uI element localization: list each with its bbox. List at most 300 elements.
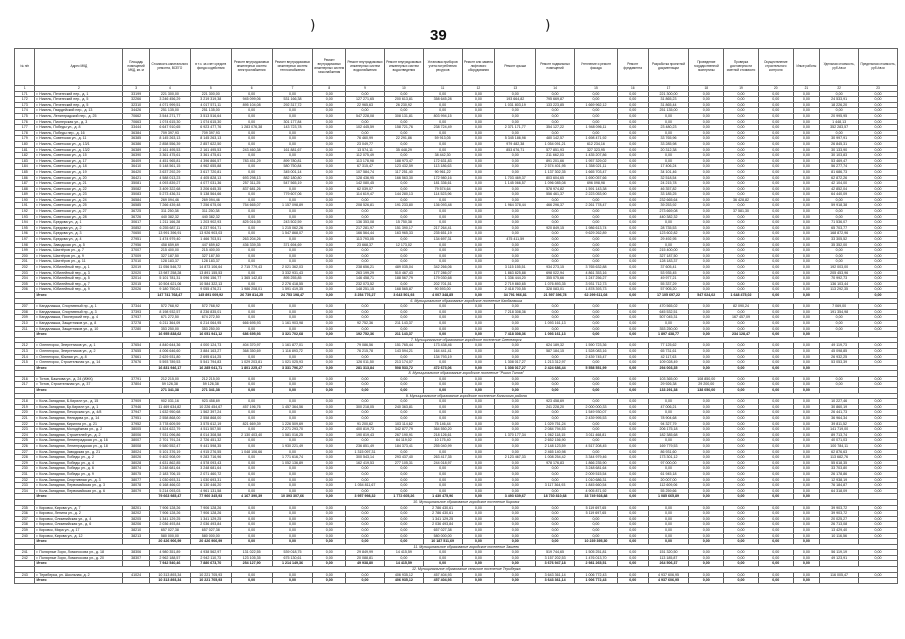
table-cell: 7 880 673,70 — [190, 561, 231, 567]
table-cell: 0,00 — [758, 281, 793, 287]
table-cell: 0,00 — [462, 494, 495, 500]
table-cell: 0,00 — [793, 505, 820, 511]
table-cell: 0,00 — [724, 511, 759, 517]
table-cell: 27951 — [123, 237, 150, 243]
table-cell: 34 101,46 — [648, 169, 689, 175]
address-cell: г. Кола-Западная, Первомайская ул., д. 3 — [35, 483, 123, 489]
table-cell: 0,00 — [758, 214, 793, 220]
table-cell: 0,00 — [724, 427, 759, 433]
table-cell: 0,00 — [648, 522, 689, 528]
table-cell: 7 931 096,86 — [149, 432, 190, 438]
table-cell: 0,00 — [313, 410, 346, 416]
table-cell: 0,00 — [313, 141, 346, 147]
table-cell: 6 237 904,71 — [190, 225, 231, 231]
address-cell: г. Никель, Бредова ул., д. 4 — [35, 237, 123, 243]
table-cell: 179 — [15, 136, 35, 142]
table-cell: 0,00 — [758, 505, 793, 511]
table-cell: 0,00 — [231, 527, 272, 533]
table-cell: 3 361 475,61 — [190, 153, 231, 159]
table-cell: 10 226 454,67 — [190, 404, 231, 410]
table-cell: 0,00 — [859, 410, 898, 416]
table-cell: 0,00 — [313, 281, 346, 287]
table-cell: 7 256 675,06 — [190, 203, 231, 209]
address-cell: г. Кола-Западная, Кирилла ул., д. 21 — [35, 421, 123, 427]
table-cell: 0,00 — [495, 248, 536, 254]
table-cell: 1 052 136,89 — [272, 460, 313, 466]
table-cell: 0,00 — [272, 259, 313, 265]
table-cell: 0,00 — [231, 259, 272, 265]
table-cell: 10 187 511,69 — [423, 539, 462, 545]
table-cell: 2 071 460,72 — [190, 471, 231, 477]
table-cell: 0,00 — [574, 220, 617, 226]
table-cell: 0,00 — [724, 432, 759, 438]
address-cell: г. Кандалакша, Защитников ул., д. 10 — [35, 326, 123, 332]
table-cell: 0,00 — [231, 376, 272, 382]
table-cell: 9 180 750,61 — [149, 287, 190, 293]
table-cell: 612 234,16 — [574, 141, 617, 147]
table-cell: 1 308 017,27 — [495, 360, 536, 366]
table-cell: 327 187,50 — [149, 253, 190, 259]
table-cell: 0,00 — [231, 488, 272, 494]
table-cell: 0,00 — [384, 309, 423, 315]
table-cell: 457 404,93 — [423, 572, 462, 578]
table-cell: 107 584,74 — [346, 169, 385, 175]
table-cell: 0,00 — [346, 197, 385, 203]
table-cell: 37009 — [123, 253, 150, 259]
table-cell: 0,00 — [820, 382, 859, 388]
table-cell: 182 — [15, 153, 35, 159]
table-cell: 882 180,80 — [272, 175, 313, 181]
table-cell: 0,00 — [536, 231, 575, 237]
table-cell: 0,00 — [648, 242, 689, 248]
page-brace-left: ) — [310, 18, 316, 34]
table-cell: 0,00 — [617, 455, 648, 461]
table-cell: 0,00 — [617, 197, 648, 203]
table-cell: 123 602,82 — [648, 231, 689, 237]
table-cell: 0,00 — [423, 471, 462, 477]
table-cell: 0,00 — [793, 388, 820, 394]
table-cell: 4 980 351,89 — [149, 550, 190, 556]
column-header: Ремонт фундамента — [617, 49, 648, 86]
table-cell: 0,00 — [231, 141, 272, 147]
table-cell: 0,00 — [758, 253, 793, 259]
table-cell: 0,00 — [859, 119, 898, 125]
table-cell: 0,00 — [689, 214, 724, 220]
table-cell: 0,00 — [724, 348, 759, 354]
table-cell: 0,00 — [536, 410, 575, 416]
table-cell: 79 663 985,47 — [149, 494, 190, 500]
table-cell: 0,00 — [758, 248, 793, 254]
table-cell: 0,00 — [689, 209, 724, 215]
table-cell: 0,00 — [793, 460, 820, 466]
table-cell: 39 253,92 — [648, 203, 689, 209]
table-cell: 10 313 893,34 — [149, 572, 190, 578]
table-cell: 1 006 772,43 — [574, 572, 617, 578]
table-cell: 0,00 — [689, 309, 724, 315]
table-cell: 0,00 — [272, 382, 313, 388]
table-cell: 404 370,97 — [231, 343, 272, 349]
table-cell: 0,00 — [689, 488, 724, 494]
table-cell: 5 345 186,98 — [495, 136, 536, 142]
column-number: 2 — [35, 86, 123, 92]
table-cell: 142 080,45 — [346, 181, 385, 187]
table-cell: 217 — [15, 382, 35, 388]
table-cell: 0,00 — [648, 527, 689, 533]
table-cell: 0,00 — [793, 203, 820, 209]
table-cell: 38205 — [123, 516, 150, 522]
table-cell: 327 323,95 — [574, 147, 617, 153]
table-cell: 1 632 950,68 — [149, 410, 190, 416]
table-cell: 2 271 293,70 — [272, 427, 313, 433]
table-cell: 0,00 — [272, 539, 313, 545]
table-cell: 0,00 — [724, 130, 759, 136]
table-cell: 0,00 — [859, 186, 898, 192]
table-cell: 2 981 265,51 — [574, 561, 617, 567]
table-cell: 0,00 — [462, 343, 495, 349]
table-cell: 0,00 — [617, 399, 648, 405]
table-cell: 28 735,53 — [648, 225, 689, 231]
table-cell: 0,00 — [859, 421, 898, 427]
table-cell: 243 460,38 — [231, 147, 272, 153]
table-cell: 0,00 — [758, 220, 793, 226]
table-cell: 0,00 — [574, 382, 617, 388]
table-cell: 1 062 118,15 — [536, 432, 575, 438]
table-cell: 0,00 — [758, 555, 793, 561]
table-cell: 0,00 — [617, 214, 648, 220]
table-cell: 1 203 902,93 — [190, 220, 231, 226]
table-cell: 0,00 — [793, 399, 820, 405]
table-cell: 229 — [15, 460, 35, 466]
table-cell: 0,00 — [758, 102, 793, 108]
table-cell: 0,00 — [689, 460, 724, 466]
table-cell: 0,00 — [462, 281, 495, 287]
table-cell: 0,00 — [313, 511, 346, 517]
table-cell: 0,00 — [724, 550, 759, 556]
table-cell: 0,00 — [648, 113, 689, 119]
table-cell: 3 115 155,51 — [495, 265, 536, 271]
table-cell: 4 006 646,60 — [149, 348, 190, 354]
table-cell: 0,00 — [313, 242, 346, 248]
table-cell: 1 161 877,01 — [272, 343, 313, 349]
table-cell: 0,00 — [423, 360, 462, 366]
table-cell: 342 877,79 — [384, 427, 423, 433]
table-cell: 112 609,06 — [648, 483, 689, 489]
table-cell: 0,00 — [231, 192, 272, 198]
table-cell: 0,00 — [384, 354, 423, 360]
table-cell: 0,00 — [462, 141, 495, 147]
table-cell: 779 607,06 — [272, 192, 313, 198]
table-cell: 0,00 — [859, 444, 898, 450]
table-cell: 211 143,37 — [384, 332, 423, 338]
table-cell: 0,00 — [231, 315, 272, 321]
table-cell: 1 528 083,16 — [574, 348, 617, 354]
table-cell: 0,00 — [689, 113, 724, 119]
table-cell: 0,00 — [495, 119, 536, 125]
table-cell: 38202 — [123, 511, 150, 517]
table-cell: 0,00 — [724, 578, 759, 584]
table-cell — [820, 578, 859, 584]
table-cell: 0,00 — [272, 141, 313, 147]
table-cell: 0,00 — [313, 360, 346, 366]
address-cell: г. Никель, Ленинградский пер., д. 25 — [35, 113, 123, 119]
table-cell: 10 116,56 — [820, 533, 859, 539]
table-cell: 16 831 946,17 — [149, 365, 190, 371]
table-cell: 0,00 — [495, 158, 536, 164]
table-cell: 76 460,99 — [346, 136, 385, 142]
table-cell: 0,00 — [384, 555, 423, 561]
table-cell: 0,00 — [724, 460, 759, 466]
table-cell: 0,00 — [313, 483, 346, 489]
table-cell: 0,00 — [758, 186, 793, 192]
table-cell: 0,00 — [689, 332, 724, 338]
table-cell: 0,00 — [313, 533, 346, 539]
table-cell: 0,00 — [574, 197, 617, 203]
table-cell: 10 504 621,06 — [149, 281, 190, 287]
table-cell: 0,00 — [689, 259, 724, 265]
table-cell: 0,00 — [536, 214, 575, 220]
address-cell: Итого — [35, 561, 123, 567]
table-cell: 0,00 — [617, 421, 648, 427]
table-cell: 0,00 — [423, 388, 462, 394]
table-cell: 353 250,00 — [648, 326, 689, 332]
table-cell: 0,00 — [462, 242, 495, 248]
table-cell: 177 286,07 — [423, 270, 462, 276]
table-cell: 0,00 — [758, 136, 793, 142]
table-cell: 0,00 — [859, 315, 898, 321]
table-cell: 0,00 — [574, 130, 617, 136]
table-cell: 0,00 — [495, 214, 536, 220]
table-cell: 3 643 501,93 — [384, 292, 423, 298]
column-number: 15 — [574, 86, 617, 92]
table-cell: 2 942 110,73 — [190, 555, 231, 561]
table-cell: 0,00 — [313, 192, 346, 198]
table-cell: 0,00 — [859, 265, 898, 271]
table-cell: 20 007,00 — [648, 477, 689, 483]
table-cell: 192 003,00 — [820, 265, 859, 271]
table-cell: 0,00 — [495, 354, 536, 360]
table-cell: 0,00 — [758, 332, 793, 338]
table-cell: 32266 — [123, 97, 150, 103]
table-cell: 0,00 — [758, 360, 793, 366]
table-cell: 0,00 — [346, 304, 385, 310]
table-cell: 0,00 — [423, 555, 462, 561]
table-cell: 2 183 706,15 — [149, 471, 190, 477]
table-cell: 0,00 — [462, 354, 495, 360]
table-cell: 0,00 — [346, 253, 385, 259]
table-cell: 0,00 — [617, 466, 648, 472]
table-cell: 0,00 — [462, 231, 495, 237]
table-cell: 0,00 — [793, 281, 820, 287]
table-cell: 4 631 862,85 — [149, 460, 190, 466]
table-cell: 0,00 — [758, 309, 793, 315]
table-cell: 281 313,84 — [346, 365, 385, 371]
table-cell: 0,00 — [423, 209, 462, 215]
table-cell: 1 029 203,81 — [231, 360, 272, 366]
table-cell: 3 254 776,27 — [346, 292, 385, 298]
address-cell: г. Никель, Печенгский пер., д. 5 — [35, 97, 123, 103]
table-cell: 0,00 — [272, 483, 313, 489]
table-cell: 0,00 — [313, 248, 346, 254]
table-cell: 20 088,81 — [346, 555, 385, 561]
table-cell: 0,00 — [793, 578, 820, 584]
table-cell: 20 426 906,99 — [149, 539, 190, 545]
table-cell: 0,00 — [495, 561, 536, 567]
table-cell: 0,00 — [313, 572, 346, 578]
table-cell: 577 851,93 — [536, 147, 575, 153]
table-cell: 0,00 — [536, 326, 575, 332]
table-cell: 235 — [15, 505, 35, 511]
table-cell: 0,00 — [689, 158, 724, 164]
table-cell: 20 025,27 — [820, 516, 859, 522]
table-cell: 3 409 322,68 — [149, 186, 190, 192]
table-cell: 0,00 — [231, 91, 272, 97]
table-cell: 190 819,43 — [346, 432, 385, 438]
table-cell: 22 291,86 — [384, 136, 423, 142]
table-cell: 30 860,19 — [820, 404, 859, 410]
table-cell: 0,00 — [859, 304, 898, 310]
table-cell: 0,00 — [758, 438, 793, 444]
table-cell: 0,00 — [689, 265, 724, 271]
column-number: 14 — [536, 86, 575, 92]
table-cell: 0,00 — [536, 113, 575, 119]
table-cell: 172 — [15, 97, 35, 103]
table-cell: 192 — [15, 209, 35, 215]
table-cell: 243 — [15, 572, 35, 578]
table-cell: 236 — [15, 511, 35, 517]
table-cell: 0,00 — [423, 253, 462, 259]
table-cell: 0,00 — [462, 444, 495, 450]
table-cell: 0,00 — [495, 471, 536, 477]
table-cell: 131 022,55 — [231, 550, 272, 556]
address-cell: г. Кандалакша, Защитников ул., д. 8 — [35, 320, 123, 326]
table-cell: 5 593 789,53 — [149, 360, 190, 366]
table-cell: 0,00 — [423, 410, 462, 416]
table-cell: 0,00 — [689, 197, 724, 203]
table-cell: 59 126,38 — [149, 382, 190, 388]
table-cell: 33 703,80 — [820, 466, 859, 472]
table-cell: 0,00 — [793, 192, 820, 198]
table-cell: 0,00 — [724, 237, 759, 243]
table-cell: 795 669,87 — [536, 97, 575, 103]
table-cell: 0,00 — [231, 130, 272, 136]
table-cell: 0,00 — [462, 365, 495, 371]
table-cell: 0,00 — [313, 276, 346, 282]
section-title: 7. Муниципальное образование городское поселение Оленегорск — [35, 337, 898, 343]
table-cell: 16 285 041,71 — [190, 365, 231, 371]
table-cell: 0,00 — [462, 460, 495, 466]
table-cell: 0,00 — [462, 449, 495, 455]
table-cell: 0,00 — [231, 460, 272, 466]
table-cell: 0,00 — [272, 471, 313, 477]
table-cell: 0,00 — [793, 471, 820, 477]
table-cell: 0,00 — [574, 399, 617, 405]
table-cell: 0,00 — [793, 427, 820, 433]
table-cell: 0,00 — [272, 522, 313, 528]
address-cell: г. Никель, Бредова ул., д. 1 — [35, 220, 123, 226]
table-cell: 0,00 — [820, 91, 859, 97]
table-cell: 62 299 611,08 — [574, 292, 617, 298]
table-cell: 30 997,91 — [820, 136, 859, 142]
table-cell: 0,00 — [617, 102, 648, 108]
table-cell: 0,00 — [423, 477, 462, 483]
table-cell: 32 518,54 — [648, 175, 689, 181]
table-cell: 38005 — [123, 427, 150, 433]
table-cell: 2 000 000,33 — [574, 404, 617, 410]
table-cell: 0,00 — [272, 91, 313, 97]
table-cell: 18 730 810,68 — [536, 494, 575, 500]
table-cell: 4 578 093,43 — [190, 460, 231, 466]
table-cell: 292 317,72 — [272, 102, 313, 108]
table-cell: 38206 — [123, 522, 150, 528]
table-cell: 0,00 — [346, 527, 385, 533]
table-cell: 0,00 — [313, 270, 346, 276]
table-cell: 0,00 — [313, 555, 346, 561]
table-cell: 0,00 — [384, 130, 423, 136]
column-number: 20 — [758, 86, 793, 92]
table-cell: 1 030 693,31 — [190, 477, 231, 483]
table-cell: 899 780,81 — [272, 158, 313, 164]
table-cell: 90 961,22 — [423, 169, 462, 175]
table-cell: 29 926,38 — [648, 382, 689, 388]
table-cell: 0,00 — [758, 119, 793, 125]
table-cell: 0,00 — [859, 158, 898, 164]
table-cell: 0,00 — [313, 494, 346, 500]
table-cell: 0,00 — [384, 527, 423, 533]
table-cell: 0,00 — [384, 483, 423, 489]
table-cell: 0,00 — [859, 527, 898, 533]
address-cell: г. Оленегорск, Энергетиков ул., д. 2 — [35, 348, 123, 354]
table-cell: 33 185,25 — [648, 192, 689, 198]
table-cell: 37951 — [123, 416, 150, 422]
capital-repair-register-table — [14, 48, 898, 584]
table-cell: 0,00 — [313, 259, 346, 265]
table-cell: 0,00 — [758, 113, 793, 119]
table-cell: 693 298,13 — [231, 175, 272, 181]
table-cell: 0,00 — [724, 248, 759, 254]
table-cell: 0,00 — [820, 326, 859, 332]
table-cell: 26 845,31 — [820, 141, 859, 147]
table-cell: 1 341 129,25 — [190, 516, 231, 522]
table-cell: 1 365 142,83 — [231, 276, 272, 282]
table-cell: 184 373,41 — [384, 444, 423, 450]
table-cell: 1 801 225,47 — [231, 365, 272, 371]
table-cell: 234 — [15, 488, 35, 494]
table-cell: 0,00 — [574, 214, 617, 220]
column-number: 8 — [313, 86, 346, 92]
table-cell: 0,00 — [617, 365, 648, 371]
table-cell: 230 — [15, 466, 35, 472]
table-cell: 0,00 — [272, 511, 313, 517]
table-cell: 0,00 — [617, 483, 648, 489]
table-cell: 128 436,95 — [346, 175, 385, 181]
table-cell: 0,00 — [384, 214, 423, 220]
table-cell: 0,00 — [346, 382, 385, 388]
table-cell: 920 849,15 — [536, 225, 575, 231]
table-cell: 36389 — [123, 147, 150, 153]
table-cell: 0,00 — [231, 438, 272, 444]
table-cell: 0,00 — [859, 147, 898, 153]
table-cell: 1 772 605,26 — [384, 494, 423, 500]
table-cell: 0,00 — [536, 388, 575, 394]
table-cell: 9 283 716,96 — [190, 455, 231, 461]
table-cell: 1 093 161,13 — [536, 332, 575, 338]
table-cell: 36410 — [123, 164, 150, 170]
table-cell: 0,00 — [536, 477, 575, 483]
table-cell: 0,00 — [758, 287, 793, 293]
address-cell: г. Оленегорск, Южная ул., д. 8 — [35, 354, 123, 360]
table-cell: 0,00 — [617, 332, 648, 338]
table-cell: 0,00 — [462, 410, 495, 416]
